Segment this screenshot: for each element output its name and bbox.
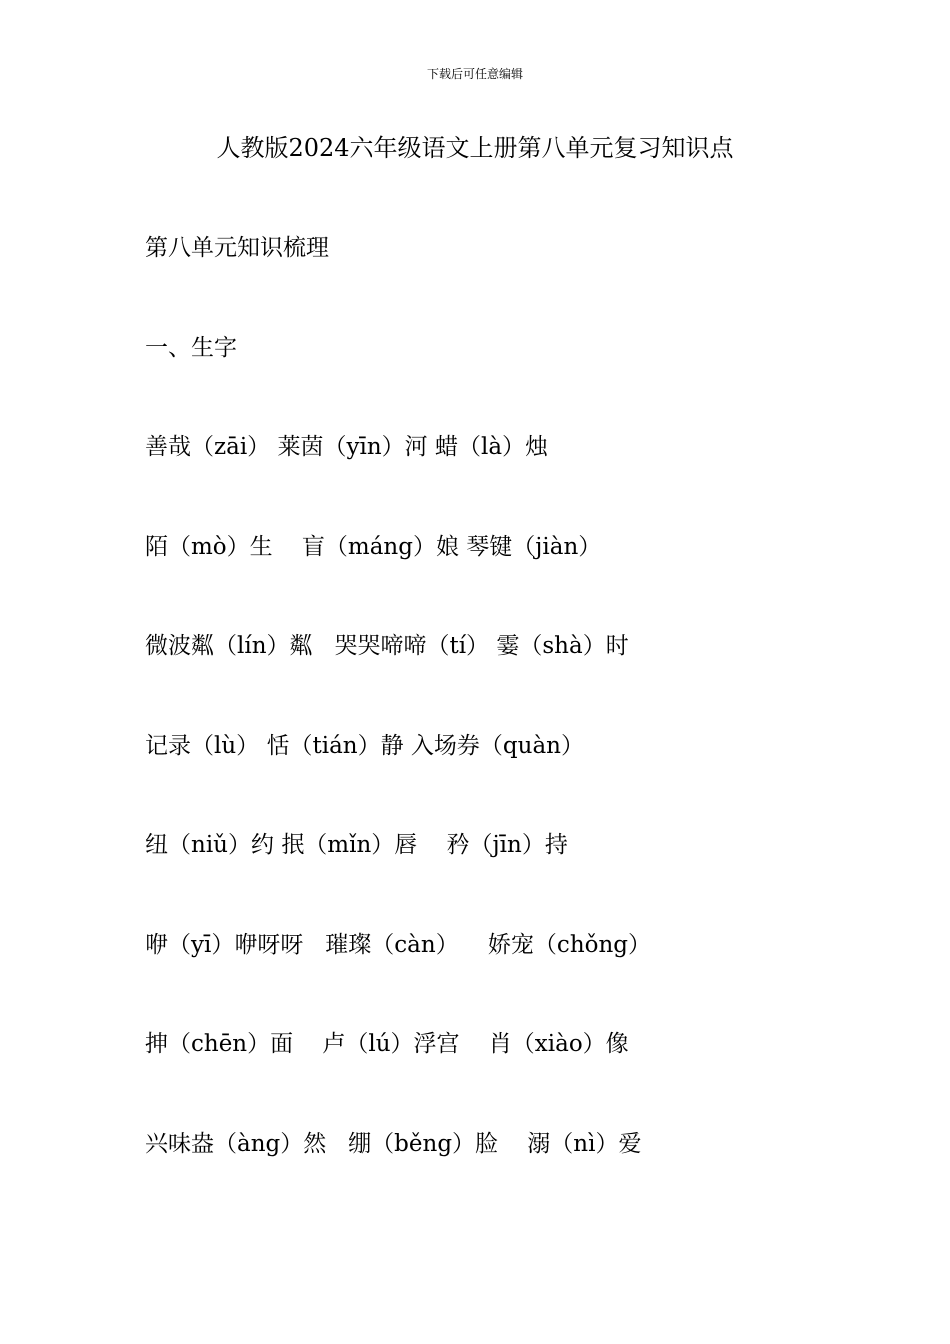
vocab-line: 陌（mò）生 盲（máng）娘 琴键（jiàn） xyxy=(145,534,602,560)
vocab-line: 兴味盎（àng）然 绷（běng）脸 溺（nì）爱 xyxy=(145,1131,642,1157)
document-title: 人教版2024六年级语文上册第八单元复习知识点 xyxy=(216,134,734,162)
vocab-line: 纽（niǔ）约 抿（mǐn）唇 矜（jīn）持 xyxy=(145,832,568,858)
vocab-line: 抻（chēn）面 卢（lú）浮宫 肖（xiào）像 xyxy=(145,1031,629,1057)
vocab-line: 咿（yī）咿呀呀 璀璨（càn） 娇宠（chǒng） xyxy=(145,932,652,958)
section-title: 第八单元知识梳理 xyxy=(145,235,329,261)
vocab-line: 记录（lù） 恬（tián）静 入场券（quàn） xyxy=(145,733,584,759)
vocab-line: 微波粼（lín）粼 哭哭啼啼（tí） 霎（shà）时 xyxy=(145,633,629,659)
subsection-title: 一、生字 xyxy=(145,335,237,361)
vocab-line: 善哉（zāi） 莱茵（yīn）河 蜡（là）烛 xyxy=(145,434,549,460)
header-note: 下载后可任意编辑 xyxy=(426,67,523,81)
